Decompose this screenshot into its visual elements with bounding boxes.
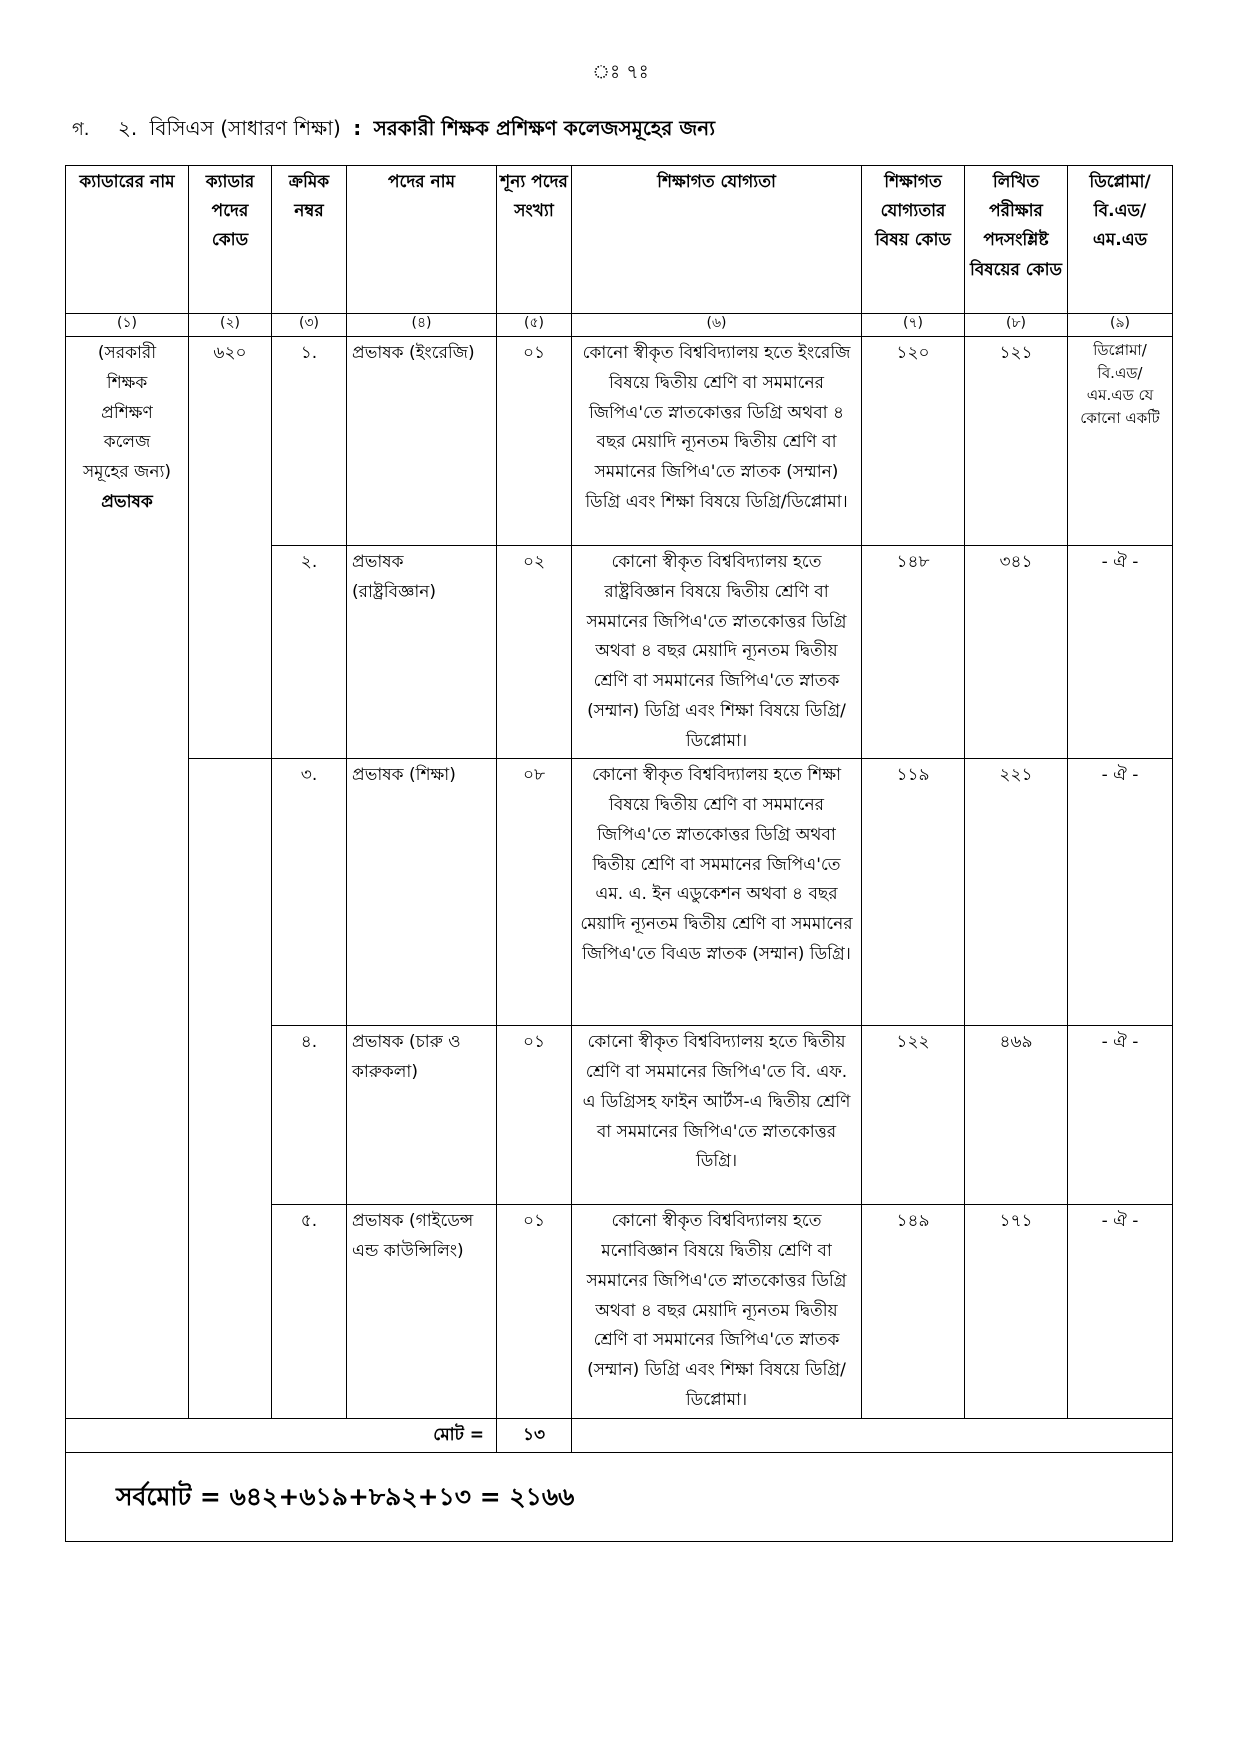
vacancies-cell: ০২ xyxy=(497,546,572,759)
grand-total-row xyxy=(66,1453,1173,1542)
section-heading xyxy=(72,114,1172,147)
grand-total: সর্বমোট = ৬৪২+৬১৯+৮৯২+১৩ = ২১৬৬ xyxy=(66,1453,1173,1542)
col-number: (৪) xyxy=(347,314,497,337)
qualification-cell: কোনো স্বীকৃত বিশ্ববিদ্যালয় হতে দ্বিতীয় শ্রেণি বা সমমানের জিপিএ'তে বি. এফ. এ ডিগ্রিসহ ফাইন আর্টস-এ দ্বিতীয় শ্রেণি বা সমমানের জিপিএ'তে স্নাতকোত্তর ডিগ্রি। xyxy=(572,1026,862,1205)
serial-cell: ৩. xyxy=(272,759,347,1026)
col-header-diploma: ডিপ্লোমা/ বি.এড/ এম.এড xyxy=(1068,166,1173,314)
exam-code-cell: ৪৬৯ xyxy=(965,1026,1068,1205)
col-header-cadre-name: ক্যাডারের নাম xyxy=(66,166,189,314)
qualification-cell: কোনো স্বীকৃত বিশ্ববিদ্যালয় হতে ইংরেজি বিষয়ে দ্বিতীয় শ্রেণি বা সমমানের জিপিএ'তে স্নাতকোত্তর ডিগ্রি অথবা ৪ বছর মেয়াদি ন্যূনতম দ্বিতীয় শ্রেণি বা সমমানের জিপিএ'তে স্নাতক (সম্মান) ডিগ্রি এবং শিক্ষা বিষয়ে ডিগ্রি/ডিপ্লোমা। xyxy=(572,337,862,546)
heading-prefix: গ. xyxy=(72,119,90,140)
heading-subtitle: সরকারী শিক্ষক প্রশিক্ষণ কলেজসমূহের জন্য xyxy=(373,116,715,140)
col-number: (৮) xyxy=(965,314,1068,337)
diploma-cell: - ঐ - xyxy=(1068,1205,1173,1418)
vacancies-cell: ০৮ xyxy=(497,759,572,1026)
qualification-cell: কোনো স্বীকৃত বিশ্ববিদ্যালয় হতে শিক্ষা বিষয়ে দ্বিতীয় শ্রেণি বা সমমানের জিপিএ'তে স্নাতকোত্তর ডিগ্রি অথবা দ্বিতীয় শ্রেণি বা সমমানের জিপিএ'তে এম. এ. ইন এডুকেশন অথবা ৪ বছর মেয়াদি ন্যূনতম দ্বিতীয় শ্রেণি বা সমমানের জিপিএ'তে বিএড স্নাতক (সম্মান) ডিগ্রি। xyxy=(572,759,862,1026)
col-number: (১) xyxy=(66,314,189,337)
heading-title: বিসিএস (সাধারণ শিক্ষা) xyxy=(149,116,341,140)
serial-cell: ২. xyxy=(272,546,347,759)
col-header-qual-code: শিক্ষাগত যোগ্যতার বিষয় কোড xyxy=(862,166,965,314)
col-number: (৭) xyxy=(862,314,965,337)
qual-code-cell: ১৪৮ xyxy=(862,546,965,759)
cadre-name-bold: প্রভাষক xyxy=(101,491,153,512)
post-name-cell: প্রভাষক (ইংরেজি) xyxy=(347,337,497,546)
total-row-empty xyxy=(572,1418,1173,1453)
col-header-exam-code: লিখিত পরীক্ষার পদসংশ্লিষ্ট বিষয়ের কোড xyxy=(965,166,1068,314)
qualification-cell: কোনো স্বীকৃত বিশ্ববিদ্যালয় হতে রাষ্ট্রবিজ্ঞান বিষয়ে দ্বিতীয় শ্রেণি বা সমমানের জিপিএ'তে স্নাতকোত্তর ডিগ্রি অথবা ৪ বছর মেয়াদি ন্যূনতম দ্বিতীয় শ্রেণি বা সমমানের জিপিএ'তে স্নাতক (সম্মান) ডিগ্রি এবং শিক্ষা বিষয়ে ডিগ্রি/ডিপ্লোমা। xyxy=(572,546,862,759)
vacancies-cell: ০১ xyxy=(497,337,572,546)
cadre-name-text: (সরকারী শিক্ষক প্রশিক্ষণ কলেজ সমূহের জন্য) xyxy=(82,343,172,482)
post-name-cell: প্রভাষক (চারু ও কারুকলা) xyxy=(347,1026,497,1205)
cadre-name-cell xyxy=(66,337,189,1419)
vacancies-cell: ০১ xyxy=(497,1026,572,1205)
heading-number: ২. xyxy=(117,116,138,140)
qual-code-cell: ১১৯ xyxy=(862,759,965,1026)
col-number: (২) xyxy=(189,314,272,337)
total-label: মোট = xyxy=(66,1418,497,1453)
post-name-cell: প্রভাষক (গাইডেন্স এন্ড কাউন্সিলিং) xyxy=(347,1205,497,1418)
heading-separator: : xyxy=(353,116,362,140)
total-row xyxy=(66,1418,1173,1453)
col-header-post-name: পদের নাম xyxy=(347,166,497,314)
vacancies-cell: ০১ xyxy=(497,1205,572,1418)
serial-cell: ১. xyxy=(272,337,347,546)
vacancy-table xyxy=(65,165,1173,1542)
diploma-cell: - ঐ - xyxy=(1068,1026,1173,1205)
post-name-cell: প্রভাষক (শিক্ষা) xyxy=(347,759,497,1026)
qualification-cell: কোনো স্বীকৃত বিশ্ববিদ্যালয় হতে মনোবিজ্ঞান বিষয়ে দ্বিতীয় শ্রেণি বা সমমানের জিপিএ'তে স্নাতকোত্তর ডিগ্রি অথবা ৪ বছর মেয়াদি ন্যূনতম দ্বিতীয় শ্রেণি বা সমমানের জিপিএ'তে স্নাতক (সম্মান) ডিগ্রি এবং শিক্ষা বিষয়ে ডিগ্রি/ডিপ্লোমা। xyxy=(572,1205,862,1418)
column-number-row xyxy=(66,314,1173,337)
qual-code-cell: ১২২ xyxy=(862,1026,965,1205)
post-name-cell: প্রভাষক (রাষ্ট্রবিজ্ঞান) xyxy=(347,546,497,759)
col-number: (৯) xyxy=(1068,314,1173,337)
exam-code-cell: ১৭১ xyxy=(965,1205,1068,1418)
exam-code-cell: ২২১ xyxy=(965,759,1068,1026)
col-header-serial: ক্রমিক নম্বর xyxy=(272,166,347,314)
total-value: ১৩ xyxy=(497,1418,572,1453)
col-number: (৫) xyxy=(497,314,572,337)
qual-code-cell: ১২০ xyxy=(862,337,965,546)
diploma-cell: ডিপ্লোমা/ বি.এড/ এম.এড যে কোনো একটি xyxy=(1068,337,1173,546)
header-row xyxy=(66,166,1173,314)
diploma-cell: - ঐ - xyxy=(1068,546,1173,759)
col-number: (৬) xyxy=(572,314,862,337)
table-row xyxy=(66,759,1173,1026)
cadre-code-cell: ৬২০ xyxy=(189,337,272,759)
cadre-code-cell-empty xyxy=(189,759,272,1418)
exam-code-cell: ৩৪১ xyxy=(965,546,1068,759)
col-number: (৩) xyxy=(272,314,347,337)
page-number: ঃ ৭ঃ xyxy=(592,61,649,83)
serial-cell: ৪. xyxy=(272,1026,347,1205)
col-header-qualification: শিক্ষাগত যোগ্যতা xyxy=(572,166,862,314)
diploma-cell: - ঐ - xyxy=(1068,759,1173,1026)
qual-code-cell: ১৪৯ xyxy=(862,1205,965,1418)
col-header-cadre-code: ক্যাডার পদের কোড xyxy=(189,166,272,314)
exam-code-cell: ১২১ xyxy=(965,337,1068,546)
serial-cell: ৫. xyxy=(272,1205,347,1418)
col-header-vacancies: শূন্য পদের সংখ্যা xyxy=(497,166,572,314)
table-row xyxy=(66,337,1173,546)
